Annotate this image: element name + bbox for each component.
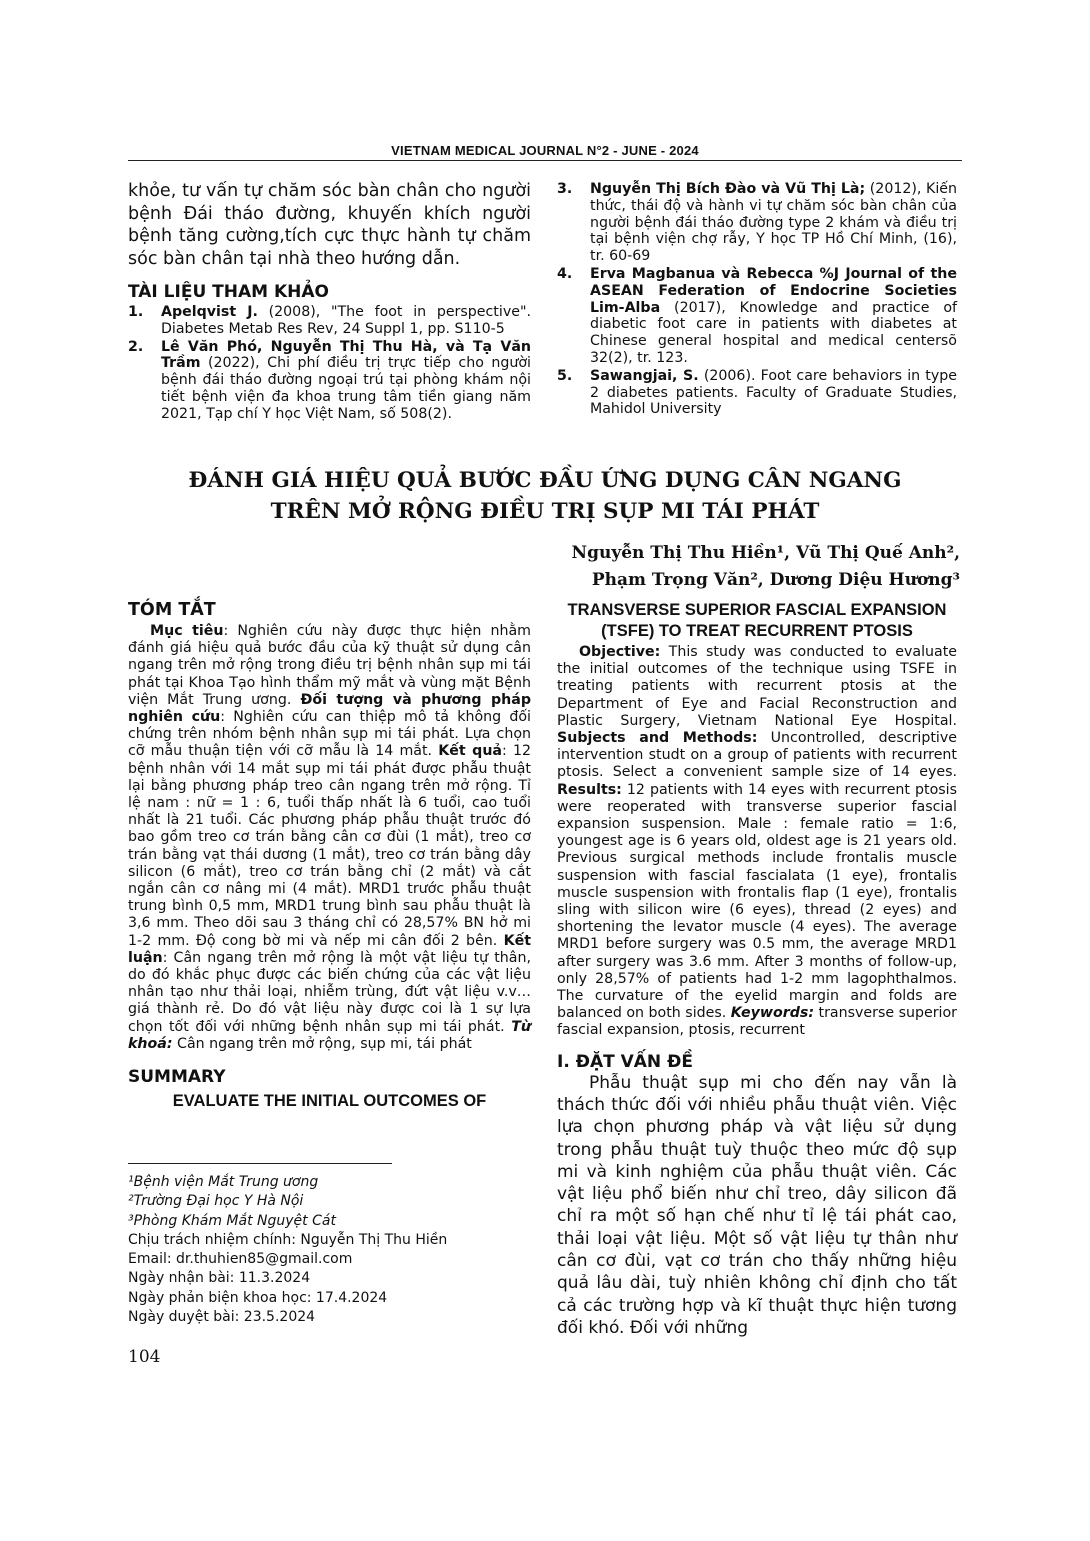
en-methods-label: Subjects and Methods:	[557, 730, 758, 747]
affiliation-3: ³Phòng Khám Mắt Nguyệt Cát	[128, 1212, 336, 1229]
keywords-label: Từ khoá:	[128, 1018, 531, 1052]
en-methods-text: Uncontrolled, descriptive intervention studt on a group of patients with recurrent ptosis. Select a convenient sample size of 14 eyes.	[557, 730, 957, 781]
author-line: Nguyễn Thị Thu Hiền¹, Vũ Thị Quế Anh²,	[571, 543, 960, 563]
methods-text: : Nghiên cứu can thiệp mô tả không đối chứng trên nhóm bệnh nhân sụp mi tái phát. Lựa chọn cỡ mẫu thuận tiện với cỡ mẫu là 14 mắt.	[128, 709, 531, 760]
summary-heading: SUMMARY	[128, 1067, 226, 1088]
reference-details: (2006). Foot care behaviors in type 2 diabetes patients. Faculty of Graduate Studies, Mahidol University	[590, 367, 958, 418]
en-keywords-text: transverse superior fascial expansion, ptosis, recurrent	[557, 1005, 957, 1039]
received-date: Ngày nhận bài: 11.3.2024	[128, 1270, 311, 1287]
objective-text: : Nghiên cứu này được thực hiện nhằm đánh giá hiệu quả bước đầu của kỹ thuật sử dụng cân ngang trên mở rộng trong điều trị bệnh nhân sụp mi tái phát tại Khoa Tạo hình thẩm mỹ mắt và vùng mặt Bệnh viện Mắt Trung ương.	[128, 623, 531, 708]
keywords-text: Cân ngang trên mở rộng, sụp mi, tái phát	[172, 1035, 472, 1052]
reference-item	[128, 304, 531, 338]
reference-authors: Apelqvist J.	[161, 304, 258, 320]
en-abstract	[557, 600, 957, 1339]
en-results-text: 12 patients with 14 eyes with recurrent ptosis were reoperated with transverse superior fascial expansion suspension. Male : female ratio = 1:6, youngest age is 6 years old, oldest age is 21 years old. Previous surgical methods include frontalis muscle suspension with fascial fascialata (1 eye), frontalis muscle suspension with frontalis flap (1 eye), frontalis sling with silicon wire (6 eyes), thread (2 eyes) and shortening the levator muscle (4 eyes). The average MRD1 before surgery was 0.5 mm, the average MRD1 after surgery was 3.6 mm. After 3 months of follow-up, only 28,57% of patients had 1-2 mm lagophthalmos. The curvature of the eyelid margin and folds are balanced on both sides.	[557, 781, 957, 1022]
reference-item	[557, 368, 957, 418]
affiliation-2: ²Trường Đại học Y Hà Nội	[128, 1193, 304, 1210]
article-title-line: TRÊN MỞ RỘNG ĐIỀU TRỊ SỤP MI TÁI PHÁT	[270, 499, 820, 524]
reference-number: 2.	[128, 338, 144, 355]
reference-item	[128, 339, 531, 423]
closing-paragraph: khỏe, tư vấn tự chăm sóc bàn chân cho người bệnh Đái tháo đường, khuyến khích người bệnh tăng cường,tích cực thực hành tự chăm sóc bàn chân tại nhà theo hướng dẫn.	[128, 181, 531, 269]
summary-title-part2: TRANSVERSE SUPERIOR FASCIAL EXPANSION (TSFE) TO TREAT RECURRENT PTOSIS	[567, 601, 947, 640]
reference-details: (2008), "The foot in perspective". Diabetes Metab Res Rev, 24 Suppl 1, pp. S110-5	[161, 304, 531, 337]
en-results-label: Results:	[557, 781, 622, 798]
top-left-column	[128, 180, 531, 424]
en-objective-label: Objective:	[579, 644, 661, 660]
reference-number: 5.	[557, 367, 573, 384]
en-objective-text: This study was conducted to evaluate the initial outcomes of the technique using TSFE in treating patients with recurrent ptosis at the Department of Eye and Facial Reconstruction and Plastic Surgery, Vietnam National Eye Hospital.	[557, 644, 957, 729]
reference-item	[557, 266, 957, 367]
page-number: 104	[128, 1347, 161, 1367]
en-abstract-body	[557, 644, 957, 1040]
footnotes	[128, 1173, 538, 1327]
vn-abstract	[128, 600, 531, 1112]
top-right-column	[557, 181, 957, 419]
methods-label: Đối tượng và phương pháp nghiên cứu	[128, 691, 531, 726]
footnote-rule	[128, 1163, 392, 1164]
reference-details: (2017), Knowledge and practice of diabetic foot care in patients with diabetes at Chinese general hospital and medical centersõ 32(2), tr. 123.	[590, 299, 957, 366]
reference-authors: Erva Magbanua và Rebecca %J Journal of the ASEAN Federation of Endocrine Societies Lim-Alba	[590, 265, 957, 316]
intro-text: Phẫu thuật sụp mi cho đến nay vẫn là thách thức đối với nhiều phẫu thuật viên. Việc lựa chọn phương pháp và vật liệu sử dụng trong phẫu thuật tuỳ thuộc theo mức độ sụp mi và kinh nghiệm của phẫu thuật viên. Các vật liệu phổ biến như chỉ treo, dây silicon đã chỉ ra một số hạn chế như tỉ lệ tái phát cao, thải loại vật liệu. Một số vật liệu tự thân như cân cơ đùi, vạt cơ trán cho thấy những hiệu quả lâu dài, tuỳ nhiên không chỉ định cho tất cả các trường hợp và kĩ thuật thực hiện tương đối khó. Đối với những	[557, 1072, 957, 1338]
accepted-date: Ngày duyệt bài: 23.5.2024	[128, 1309, 316, 1326]
reference-item	[557, 181, 957, 265]
author-line: Phạm Trọng Văn², Dương Diệu Hương³	[591, 570, 960, 590]
reference-authors: Sawangjai, S.	[590, 367, 699, 384]
reference-authors: Lê Văn Phó, Nguyễn Thị Thu Hà, và Tạ Văn Trầm	[161, 338, 531, 372]
reference-number: 3.	[557, 181, 573, 197]
results-label: Kết quả	[438, 743, 503, 760]
reference-details: (2012), Kiến thức, thái độ và hành vi tự chăm sóc bàn chân của người bệnh đái tháo đường type 2 khám và điều trị tại bệnh viện chợ rẫy, Y học TP Hồ Chí Minh, (16), tr. 60-69	[590, 181, 958, 265]
article-title	[128, 465, 962, 527]
article-title-line: ĐÁNH GIÁ HIỆU QUẢ BƯỚC ĐẦU ỨNG DỤNG CÂN NGANG	[188, 468, 902, 493]
en-keywords-label: Keywords:	[730, 1005, 815, 1022]
conclusion-text: : Cân ngang trên mở rộng là một vật liệu tự thân, do đó khắc phục được các biến chứng của các vật liệu nhân tạo như thải loại, nhiễm trùng, đứt vật liệu v.v… giá thành rẻ. Do đó vật liệu này được coi là 1 sự lựa chọn tốt đối với những bệnh nhân sụp mi tái phát.	[128, 949, 531, 1035]
summary-title-part1: EVALUATE THE INITIAL OUTCOMES OF	[172, 1092, 487, 1111]
corresponding-author: Chịu trách nhiệm chính: Nguyễn Thị Thu Hiền	[128, 1231, 448, 1248]
abstract-heading: TÓM TẮT	[128, 600, 216, 620]
journal-header: VIETNAM MEDICAL JOURNAL N°2 - JUNE - 2024	[391, 143, 699, 158]
abstract-body	[128, 623, 531, 1053]
author-list	[440, 540, 960, 594]
objective-label: Mục tiêu	[150, 623, 224, 639]
reference-details: (2022), Chi phí điều trị trực tiếp cho người bệnh đái tháo đường ngoại trú tại phòng khám nội tiết bệnh viện đa khoa trung tâm tiền giang năm 2021, Tạp chí Y học Việt Nam, số 508(2).	[161, 355, 531, 422]
conclusion-label: Kết luận	[128, 932, 531, 966]
affiliation-1: ¹Bệnh viện Mắt Trung ương	[128, 1174, 319, 1190]
header-rule	[128, 160, 962, 161]
reference-authors: Nguyễn Thị Bích Đào và Vũ Thị Là;	[590, 181, 866, 197]
reference-number: 1.	[128, 304, 144, 320]
intro-heading: I. ĐẶT VẤN ĐỀ	[557, 1051, 693, 1072]
reviewed-date: Ngày phản biện khoa học: 17.4.2024	[128, 1289, 388, 1306]
results-text: : 12 bệnh nhân với 14 mắt sụp mi tái phát được phẫu thuật lại bằng phương pháp treo cân ngang trên mở rộng. Tỉ lệ nam : nữ = 1 : 6, tuổi thấp nhất là 6 tuổi, cao tuổi nhất là 21 tuổi. Các phương pháp phẫu thuật trước đó bao gồm treo cơ trán bằng cân cơ đùi (1 mắt), treo cơ trán bằng vạt thái dương (1 mắt), treo cơ trán bằng dây silicon (6 mắt), treo cơ trán bằng chỉ (2 mắt) và cắt ngắn cân cơ nâng mi (4 mắt). MRD1 trước phẫu thuật trung bình 0,5 mm, MRD1 trung bình sau phẫu thuật là 3,6 mm. Theo dõi sau 3 tháng chỉ có 28,57% BN hở mi 1-2 mm. Độ cong bờ mi và nếp mi cân đối 2 bên.	[128, 743, 531, 949]
references-heading: TÀI LIỆU THAM KHẢO	[128, 282, 329, 302]
reference-number: 4.	[557, 265, 573, 282]
email: Email: dr.thuhien85@gmail.com	[128, 1251, 353, 1268]
